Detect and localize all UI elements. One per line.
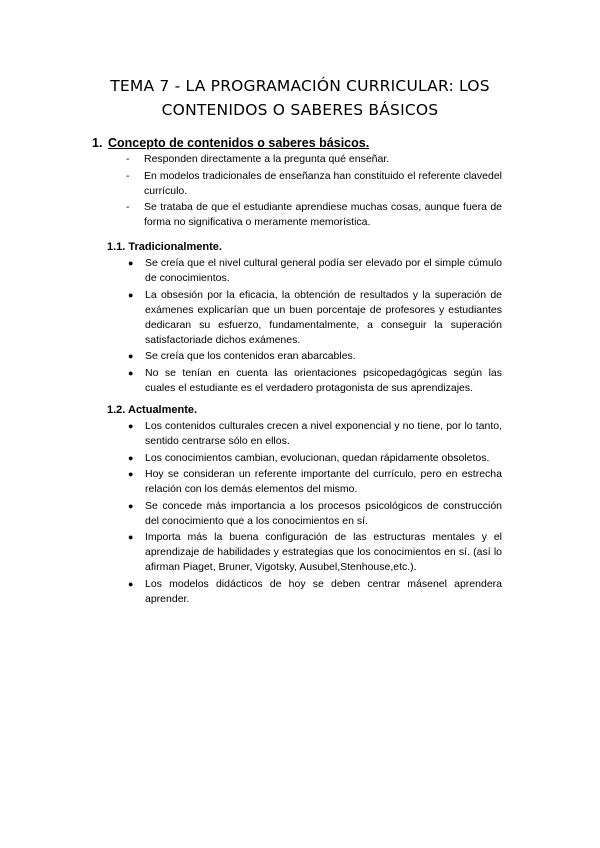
list-item: - Se trataba de que el estudiante aprendiese muchas cosas, aunque fuera de forma no significativa o meramente memorística. (126, 201, 502, 228)
bullet-icon: ● (128, 258, 134, 268)
subsection-1-2-heading: 1.2. Actualmente. (107, 404, 198, 416)
bullet-icon: ● (128, 289, 134, 300)
list-item: ● Los contenidos culturales crecen a nivel exponencial y no tiene, por lo tanto, sentido centrarse sólo en ellos. (128, 420, 502, 447)
section-heading-text: Concepto de contenidos o saberes básicos. (108, 136, 370, 150)
dash-marker: - (126, 201, 130, 213)
list-item: ● No se tenían en cuenta las orientaciones psicopedagógicas según las cuales el estudiante es el verdadero protagonista de sus aprendizajes. (128, 366, 502, 394)
title-line-2: CONTENIDOS O SABERES BÁSICOS (161, 101, 439, 119)
list-item: - Responden directamente a la pregunta qué enseñar. (126, 153, 390, 165)
document-title (60, 74, 540, 122)
bullet-icon: ● (128, 469, 134, 479)
bullet-icon: ● (128, 452, 134, 463)
subsection-1-1-heading: 1.1. Tradicionalmente. (107, 241, 222, 253)
section-1-list (122, 152, 502, 232)
bullet-icon: ● (128, 578, 134, 589)
list-item: ● La obsesión por la eficacia, la obtención de resultados y la superación de exámenes explicarían que un buen porcentaje de profesores y estudiantes dedicaran su esfuerzo, fundamentalmente, a conseguir la superación satisfactoriade dichos exámenes. (128, 288, 502, 346)
section-number: 1. (92, 136, 103, 150)
bullet-icon: ● (128, 500, 134, 511)
list-item: - En modelos tradicionales de enseñanza han constituido el referente clavedel currículo. (126, 169, 502, 197)
subsection-1-1-list (128, 256, 502, 397)
dash-marker: - (126, 169, 130, 182)
list-item: ● Los conocimientos cambian, evolucionan, quedan rápidamente obsoletos. (128, 451, 490, 464)
section-1-heading (92, 136, 369, 150)
list-item: ● Los modelos didácticos de hoy se deben centrar másenel aprendera aprender. (128, 577, 502, 605)
list-item: ● Se creía que el nivel cultural general podía ser elevado por el simple cúmulo de conocimientos. (128, 257, 502, 284)
dash-marker: - (126, 153, 130, 165)
bullet-icon: ● (128, 351, 134, 361)
bullet-icon: ● (128, 532, 134, 542)
bullet-icon: ● (128, 367, 134, 378)
title-line-1: TEMA 7 - LA PROGRAMACIÓN CURRICULAR: LOS (110, 77, 490, 95)
list-item: ● Hoy se consideran un referente importante del currículo, pero en estrecha relación con los demás elementos del mismo. (128, 468, 502, 495)
subsection-1-2-list (128, 419, 502, 608)
list-item: ● Se concede más importancia a los procesos psicológicos de construcción del conocimiento que a los conocimientos en sí. (128, 499, 502, 527)
list-item: ● Importa más la buena configuración de las estructuras mentales y el aprendizaje de habilidades y estrategias que los conocimientos en sí. (así lo afirman Piaget, Bruner, Vigotsky, Ausubel,Stenhouse,etc.). (128, 531, 502, 573)
list-item: ● Se creía que los contenidos eran abarcables. (128, 350, 356, 362)
bullet-icon: ● (128, 421, 134, 431)
